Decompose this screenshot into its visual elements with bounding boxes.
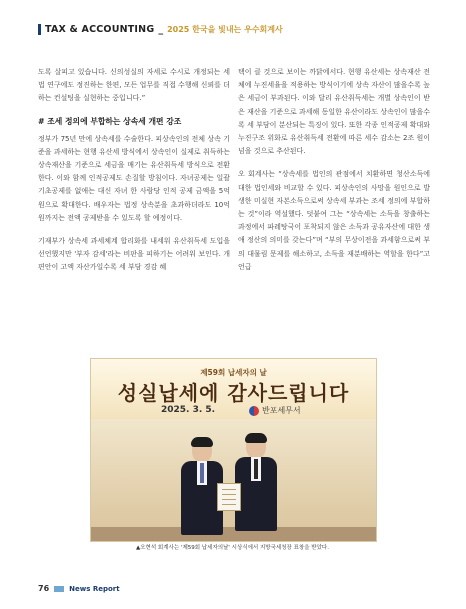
certificate-line <box>222 499 236 500</box>
left-paragraph-2: 정부가 75년 만에 상속세를 수술한다. 피상속인의 전체 상속 기준을 과세하는 현행 유산세 방식에서 상속인이 실제로 취득하는 상속재산을 기준으로 세금을 매기는 유산취득세 방식으로 전환한다. 이와 함께 인적공제도 손질할 방침이다. 자녀공제는 일괄 기초공제를 없애는 대신 자녀 한 사람당 인적 공제 금액을 5억 원으로 확대한다. 배우자는 법정 상속분을 초과하더라도 10억 원까지는 전액 공제받을 수 있도록 할 예정이다. <box>38 134 230 222</box>
award-photo <box>90 358 377 542</box>
banner-organization <box>249 405 301 416</box>
person-right-tie <box>254 459 258 479</box>
page-footer <box>38 584 120 593</box>
banner-organization-name: 반포세무서 <box>262 406 301 415</box>
person-left-tie <box>200 463 204 483</box>
left-paragraph-3: 기재부가 상속세 과세체계 합리화를 내세워 유산취득세 도입을 선언했지만 '부자 감세'라는 비판을 피하기는 어려워 보인다. 개편안이 고액 자산가일수록 세 부담 경감 혜 <box>38 237 230 272</box>
right-paragraph-2: 오 회계사는 “상속세를 법인의 관점에서 치환하면 청산소득에 대한 법인세와 비교할 수 있다. 피상속인의 사망을 원인으로 발생한 미실현 자본소득으로써 상속세 부과는 조세 정의에 부합하는 것”이라 역설했다. 덧붙여 그는 “상속세는 소득을 창출하는 과정에서 파레탕국이 포착되지 않은 소득과 공유자산에 대한 생애 정산의 의미를 갖는다”며 “부의 무상이전을 과세함으로써 부의 대물림 문제를 해소하고, 소득을 재분배하는 역할을 한다”고 언급 <box>238 170 430 271</box>
page-header <box>38 22 283 36</box>
footer-label: News Report <box>69 584 120 593</box>
left-column <box>38 66 230 285</box>
tax-office-logo-icon <box>249 406 259 416</box>
photo-caption: ▲오현석 회계사는 '제59회 납세자의날' 시상식에서 지방국세청장 표창을 받았다. <box>136 545 329 551</box>
header-accent-bar <box>38 24 41 35</box>
header-title: TAX & ACCOUNTING <box>45 23 155 35</box>
page-number: 76 <box>38 584 50 593</box>
banner-event-name: 제59회 납세자의 날 <box>200 368 267 377</box>
person-right-hair <box>245 433 267 443</box>
section-heading: # 조세 정의에 부합하는 상속세 개편 강조 <box>38 116 182 126</box>
certificate-line <box>222 489 236 490</box>
footer-mark-icon <box>54 586 64 592</box>
right-column <box>238 66 430 284</box>
photo-banner <box>91 359 376 419</box>
certificate-line <box>222 504 236 505</box>
header-separator: _ <box>158 23 164 35</box>
header-subtitle: 2025 한국을 빛내는 우수회계사 <box>167 24 283 34</box>
person-left-hair <box>191 437 213 447</box>
right-paragraph-1: 택이 클 것으로 보이는 까닭에서다. 현행 유산세는 상속재산 전체에 누진세율을 적용하는 방식이기에 상속 자산이 많을수록 높은 세금이 부과된다. 이와 달리 유산취득세는 개별 상속인이 받은 재산을 기준으로 과세해 동일한 유산이라도 상속인이 많을수록 세 부담이 분산되는 특징이 있다. 또한 각종 인적공제 확대와 누진구조 위화로 유산취득세 전환에 따른 세수 감소는 2조 원이 넘을 것으로 추산된다. <box>238 68 430 156</box>
banner-headline: 성실납세에 감사드립니다 <box>117 381 350 405</box>
banner-date: 2025. 3. 5. <box>161 405 216 415</box>
certificate-line <box>222 494 236 495</box>
certificate <box>217 483 241 511</box>
left-paragraph-1: 도록 살피고 있습니다. 신의성실의 자세로 수시로 개정되는 세법 연구에도 정진하는 한편, 모든 업무를 직접 수행해 신뢰를 더하는 컨설팅을 실현하는 중입니다.” <box>38 68 230 103</box>
